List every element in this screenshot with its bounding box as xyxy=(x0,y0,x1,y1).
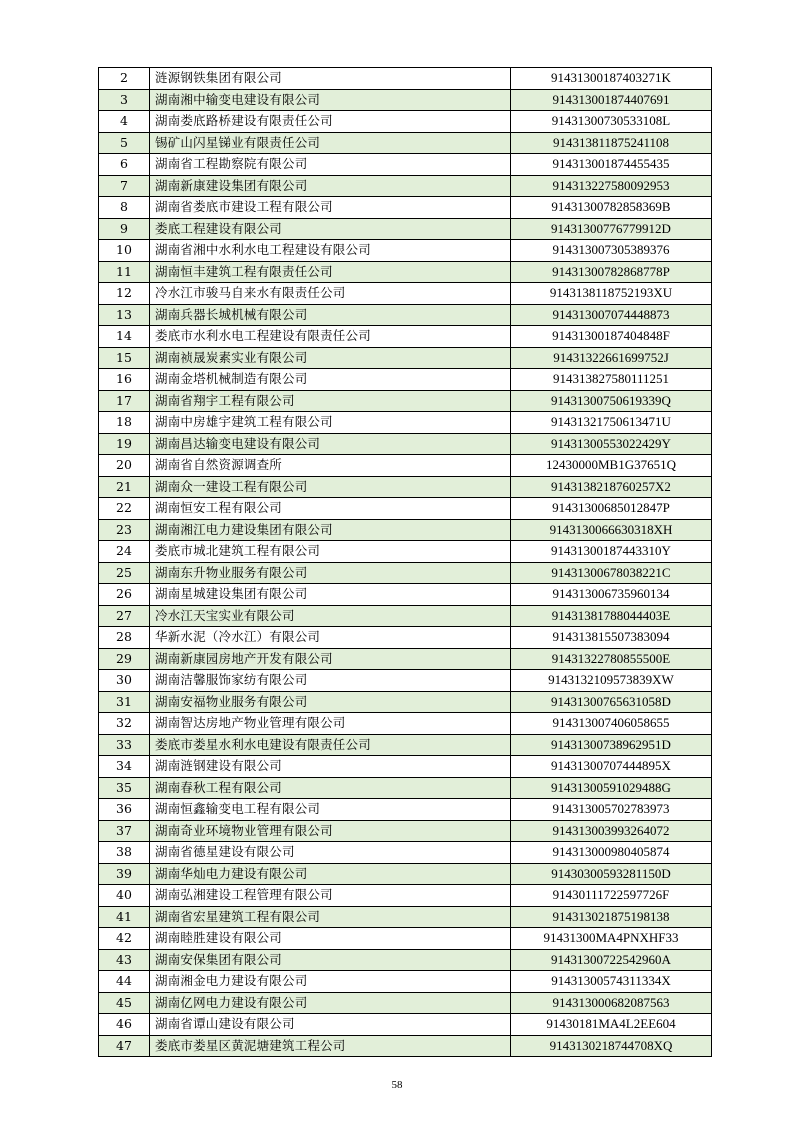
credit-code-cell: 91430300593281150D xyxy=(511,863,712,885)
row-number-cell: 45 xyxy=(99,992,150,1014)
row-number-cell: 29 xyxy=(99,648,150,670)
table-row xyxy=(99,734,712,756)
credit-code-cell: 914313000682087563 xyxy=(511,992,712,1014)
table-row xyxy=(99,885,712,907)
table-row xyxy=(99,820,712,842)
credit-code-cell: 9143130066630318XH xyxy=(511,519,712,541)
row-number-cell: 40 xyxy=(99,885,150,907)
credit-code-cell: 91431300730533108L xyxy=(511,111,712,133)
row-number-cell: 47 xyxy=(99,1035,150,1057)
row-number-cell: 25 xyxy=(99,562,150,584)
company-name-cell: 湖南星城建设集团有限公司 xyxy=(150,584,511,606)
row-number-cell: 2 xyxy=(99,68,150,90)
row-number-cell: 44 xyxy=(99,971,150,993)
company-name-cell: 湖南省德星建设有限公司 xyxy=(150,842,511,864)
credit-code-cell: 91431300750619339Q xyxy=(511,390,712,412)
credit-code-cell: 91431300765631058D xyxy=(511,691,712,713)
row-number-cell: 7 xyxy=(99,175,150,197)
credit-code-cell: 91431300591029488G xyxy=(511,777,712,799)
credit-code-cell: 9143130218744708XQ xyxy=(511,1035,712,1057)
row-number-cell: 43 xyxy=(99,949,150,971)
company-name-cell: 湖南恒丰建筑工程有限责任公司 xyxy=(150,261,511,283)
row-number-cell: 22 xyxy=(99,498,150,520)
row-number-cell: 17 xyxy=(99,390,150,412)
credit-code-cell: 914313000980405874 xyxy=(511,842,712,864)
row-number-cell: 21 xyxy=(99,476,150,498)
credit-code-cell: 91431300782868778P xyxy=(511,261,712,283)
table-row xyxy=(99,132,712,154)
row-number-cell: 4 xyxy=(99,111,150,133)
company-name-cell: 湖南湘江电力建设集团有限公司 xyxy=(150,519,511,541)
company-name-cell: 湖南新康建设集团有限公司 xyxy=(150,175,511,197)
row-number-cell: 20 xyxy=(99,455,150,477)
company-name-cell: 湖南省自然资源调查所 xyxy=(150,455,511,477)
company-name-cell: 湖南省谭山建设有限公司 xyxy=(150,1014,511,1036)
row-number-cell: 27 xyxy=(99,605,150,627)
table-row xyxy=(99,691,712,713)
credit-code-cell: 91431300685012847P xyxy=(511,498,712,520)
row-number-cell: 32 xyxy=(99,713,150,735)
credit-code-cell: 91431321750613471U xyxy=(511,412,712,434)
credit-code-cell: 914313007305389376 xyxy=(511,240,712,262)
table-row xyxy=(99,756,712,778)
company-name-cell: 湖南恒鑫输变电工程有限公司 xyxy=(150,799,511,821)
table-row xyxy=(99,390,712,412)
row-number-cell: 3 xyxy=(99,89,150,111)
credit-code-cell: 914313001874455435 xyxy=(511,154,712,176)
table-row xyxy=(99,240,712,262)
credit-code-cell: 91431322780855500E xyxy=(511,648,712,670)
row-number-cell: 46 xyxy=(99,1014,150,1036)
table-row xyxy=(99,218,712,240)
table-row xyxy=(99,197,712,219)
company-name-cell: 湖南智达房地产物业管理有限公司 xyxy=(150,713,511,735)
row-number-cell: 5 xyxy=(99,132,150,154)
table-row xyxy=(99,455,712,477)
company-name-cell: 湖南奇业环境物业管理有限公司 xyxy=(150,820,511,842)
credit-code-cell: 91431300722542960A xyxy=(511,949,712,971)
credit-code-cell: 91430111722597726F xyxy=(511,885,712,907)
row-number-cell: 12 xyxy=(99,283,150,305)
table-row xyxy=(99,906,712,928)
credit-code-cell: 9143138218760257X2 xyxy=(511,476,712,498)
company-name-cell: 湖南中房雄宇建筑工程有限公司 xyxy=(150,412,511,434)
company-name-cell: 湖南兵器长城机械有限公司 xyxy=(150,304,511,326)
table-row xyxy=(99,928,712,950)
company-name-cell: 华新水泥（冷水江）有限公司 xyxy=(150,627,511,649)
company-name-cell: 娄底市城北建筑工程有限公司 xyxy=(150,541,511,563)
row-number-cell: 35 xyxy=(99,777,150,799)
company-name-cell: 湖南弘湘建设工程管理有限公司 xyxy=(150,885,511,907)
credit-code-cell: 12430000MB1G37651Q xyxy=(511,455,712,477)
table-body xyxy=(99,68,712,1057)
company-name-cell: 湖南安福物业服务有限公司 xyxy=(150,691,511,713)
credit-code-cell: 91431300738962951D xyxy=(511,734,712,756)
table-row xyxy=(99,541,712,563)
company-name-cell: 湖南新康园房地产开发有限公司 xyxy=(150,648,511,670)
company-name-cell: 湖南安保集团有限公司 xyxy=(150,949,511,971)
company-name-cell: 湖南春秋工程有限公司 xyxy=(150,777,511,799)
table-row xyxy=(99,175,712,197)
row-number-cell: 19 xyxy=(99,433,150,455)
credit-code-cell: 914313007074448873 xyxy=(511,304,712,326)
company-name-cell: 湖南恒安工程有限公司 xyxy=(150,498,511,520)
credit-code-cell: 9143138118752193XU xyxy=(511,283,712,305)
company-name-cell: 湖南省湘中水利水电工程建设有限公司 xyxy=(150,240,511,262)
table-row xyxy=(99,476,712,498)
company-name-cell: 湖南湘金电力建设有限公司 xyxy=(150,971,511,993)
row-number-cell: 11 xyxy=(99,261,150,283)
table-row xyxy=(99,433,712,455)
row-number-cell: 9 xyxy=(99,218,150,240)
credit-code-cell: 914313227580092953 xyxy=(511,175,712,197)
table-row xyxy=(99,347,712,369)
credit-code-cell: 9143132109573839XW xyxy=(511,670,712,692)
company-name-cell: 湖南省宏星建筑工程有限公司 xyxy=(150,906,511,928)
table-row xyxy=(99,584,712,606)
company-name-cell: 湖南省娄底市建设工程有限公司 xyxy=(150,197,511,219)
table-row xyxy=(99,154,712,176)
credit-code-cell: 914313811875241108 xyxy=(511,132,712,154)
row-number-cell: 24 xyxy=(99,541,150,563)
credit-code-cell: 91431300782858369B xyxy=(511,197,712,219)
company-name-cell: 湖南洁馨服饰家纺有限公司 xyxy=(150,670,511,692)
credit-code-cell: 91431300553022429Y xyxy=(511,433,712,455)
company-name-cell: 湖南众一建设工程有限公司 xyxy=(150,476,511,498)
table-row xyxy=(99,799,712,821)
company-name-cell: 娄底市娄星水利水电建设有限责任公司 xyxy=(150,734,511,756)
credit-code-cell: 91431381788044403E xyxy=(511,605,712,627)
company-name-cell: 娄底工程建设有限公司 xyxy=(150,218,511,240)
credit-code-cell: 91430181MA4L2EE604 xyxy=(511,1014,712,1036)
credit-code-cell: 91431300187403271K xyxy=(511,68,712,90)
table-row xyxy=(99,1014,712,1036)
credit-code-cell: 914313005702783973 xyxy=(511,799,712,821)
credit-code-cell: 914313827580111251 xyxy=(511,369,712,391)
row-number-cell: 31 xyxy=(99,691,150,713)
company-name-cell: 娄底市娄星区黄泥塘建筑工程公司 xyxy=(150,1035,511,1057)
row-number-cell: 33 xyxy=(99,734,150,756)
credit-code-cell: 91431322661699752J xyxy=(511,347,712,369)
credit-code-cell: 91431300187443310Y xyxy=(511,541,712,563)
company-name-cell: 湖南省工程勘察院有限公司 xyxy=(150,154,511,176)
table-row xyxy=(99,648,712,670)
table-row xyxy=(99,713,712,735)
credit-code-cell: 91431300MA4PNXHF33 xyxy=(511,928,712,950)
table-row xyxy=(99,111,712,133)
company-name-cell: 湖南金塔机械制造有限公司 xyxy=(150,369,511,391)
row-number-cell: 13 xyxy=(99,304,150,326)
company-table xyxy=(98,67,712,1057)
company-name-cell: 冷水江市骏马自来水有限责任公司 xyxy=(150,283,511,305)
row-number-cell: 37 xyxy=(99,820,150,842)
row-number-cell: 15 xyxy=(99,347,150,369)
row-number-cell: 23 xyxy=(99,519,150,541)
credit-code-cell: 914313021875198138 xyxy=(511,906,712,928)
company-name-cell: 湖南祯晟炭素实业有限公司 xyxy=(150,347,511,369)
credit-code-cell: 914313003993264072 xyxy=(511,820,712,842)
table-row xyxy=(99,992,712,1014)
table-row xyxy=(99,842,712,864)
table-row xyxy=(99,304,712,326)
company-name-cell: 娄底市水利水电工程建设有限责任公司 xyxy=(150,326,511,348)
table-row xyxy=(99,670,712,692)
table-row xyxy=(99,68,712,90)
company-name-cell: 湖南华灿电力建设有限公司 xyxy=(150,863,511,885)
table-row xyxy=(99,519,712,541)
company-name-cell: 湖南东升物业服务有限公司 xyxy=(150,562,511,584)
company-name-cell: 湖南亿网电力建设有限公司 xyxy=(150,992,511,1014)
credit-code-cell: 91431300776779912D xyxy=(511,218,712,240)
row-number-cell: 34 xyxy=(99,756,150,778)
row-number-cell: 10 xyxy=(99,240,150,262)
credit-code-cell: 91431300707444895X xyxy=(511,756,712,778)
row-number-cell: 6 xyxy=(99,154,150,176)
credit-code-cell: 914313007406058655 xyxy=(511,713,712,735)
table-row xyxy=(99,605,712,627)
row-number-cell: 14 xyxy=(99,326,150,348)
row-number-cell: 16 xyxy=(99,369,150,391)
credit-code-cell: 914313001874407691 xyxy=(511,89,712,111)
row-number-cell: 8 xyxy=(99,197,150,219)
credit-code-cell: 91431300574311334X xyxy=(511,971,712,993)
table-row xyxy=(99,1035,712,1057)
company-name-cell: 湖南昌达输变电建设有限公司 xyxy=(150,433,511,455)
table-row xyxy=(99,498,712,520)
table-row xyxy=(99,627,712,649)
row-number-cell: 26 xyxy=(99,584,150,606)
credit-code-cell: 914313006735960134 xyxy=(511,584,712,606)
row-number-cell: 18 xyxy=(99,412,150,434)
company-name-cell: 湖南睦胜建设有限公司 xyxy=(150,928,511,950)
company-name-cell: 湖南湘中输变电建设有限公司 xyxy=(150,89,511,111)
table-row xyxy=(99,562,712,584)
row-number-cell: 41 xyxy=(99,906,150,928)
table-row xyxy=(99,283,712,305)
table-row xyxy=(99,412,712,434)
credit-code-cell: 91431300187404848F xyxy=(511,326,712,348)
company-name-cell: 涟源钢铁集团有限公司 xyxy=(150,68,511,90)
row-number-cell: 39 xyxy=(99,863,150,885)
company-name-cell: 冷水江天宝实业有限公司 xyxy=(150,605,511,627)
page-number: 58 xyxy=(391,1079,403,1091)
row-number-cell: 38 xyxy=(99,842,150,864)
table-row xyxy=(99,863,712,885)
table-row xyxy=(99,89,712,111)
company-name-cell: 锡矿山闪星锑业有限责任公司 xyxy=(150,132,511,154)
credit-code-cell: 914313815507383094 xyxy=(511,627,712,649)
table-row xyxy=(99,777,712,799)
row-number-cell: 42 xyxy=(99,928,150,950)
row-number-cell: 28 xyxy=(99,627,150,649)
company-name-cell: 湖南涟钢建设有限公司 xyxy=(150,756,511,778)
company-name-cell: 湖南省翔宇工程有限公司 xyxy=(150,390,511,412)
table-row xyxy=(99,949,712,971)
table-row xyxy=(99,326,712,348)
company-name-cell: 湖南娄底路桥建设有限责任公司 xyxy=(150,111,511,133)
table-row xyxy=(99,971,712,993)
row-number-cell: 36 xyxy=(99,799,150,821)
credit-code-cell: 91431300678038221C xyxy=(511,562,712,584)
table-row xyxy=(99,369,712,391)
table-row xyxy=(99,261,712,283)
row-number-cell: 30 xyxy=(99,670,150,692)
